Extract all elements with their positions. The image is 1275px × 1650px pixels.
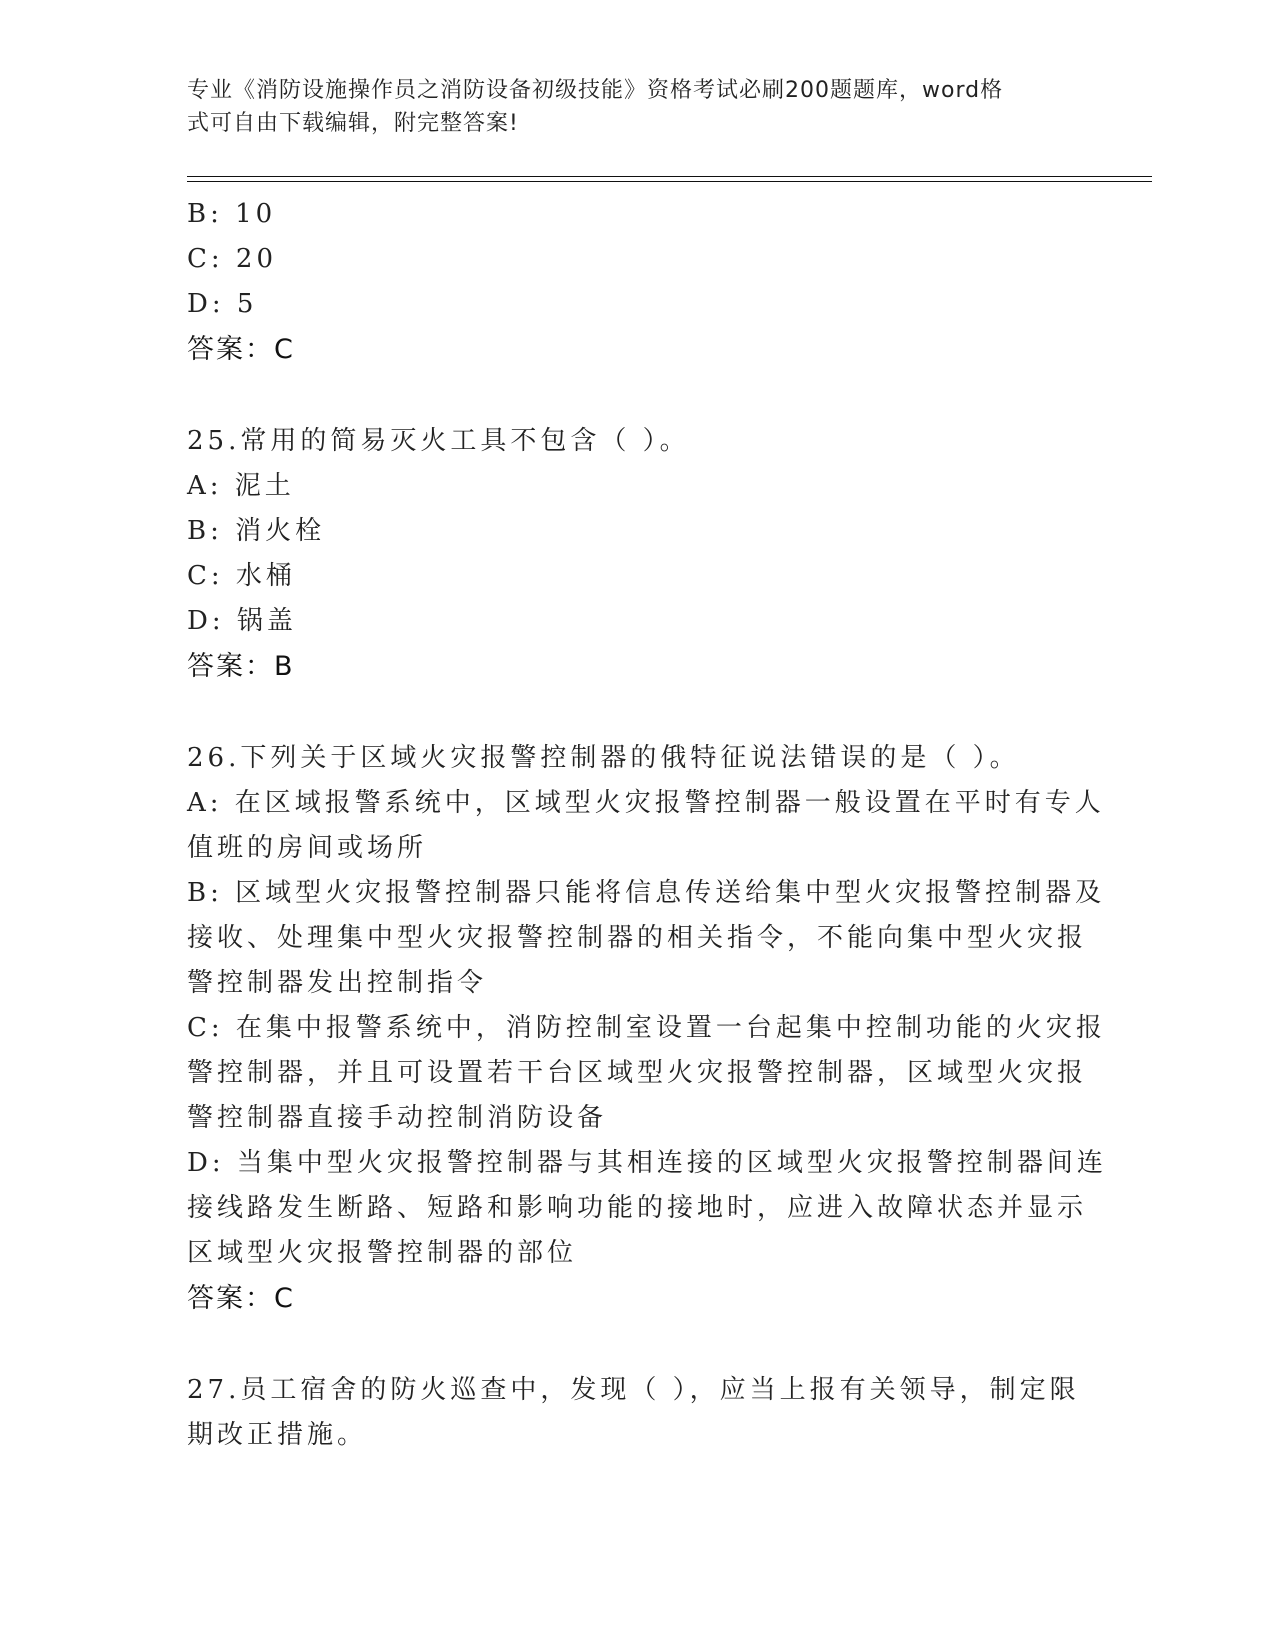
option-b-line-1: B: 区域型火灾报警控制器只能将信息传送给集中型火灾报警控制器及 xyxy=(187,878,1106,908)
header-line-1: 专业《消防设施操作员之消防设备初级技能》资格考试必刷200题题库，word格 xyxy=(187,78,1004,103)
question-text-line-1: 27.员工宿舍的防火巡查中，发现（ ），应当上报有关领导，制定限 xyxy=(187,1375,1080,1405)
option-c-line-2: 警控制器，并且可设置若干台区域型火灾报警控制器，区域型火灾报 xyxy=(187,1058,1088,1088)
option-d xyxy=(187,1141,1107,1276)
answer: 答案：C xyxy=(187,1283,295,1314)
header-line-2: 式可自由下载编辑，附完整答案! xyxy=(187,111,519,136)
option-b-line-2: 接收、处理集中型火灾报警控制器的相关指令，不能向集中型火灾报 xyxy=(187,923,1088,953)
header-rule-top xyxy=(187,176,1152,177)
option-d-line-2: 接线路发生断路、短路和影响功能的接地时，应进入故障状态并显示 xyxy=(187,1193,1088,1223)
question-27 xyxy=(187,1368,1087,1458)
header-rule-bottom xyxy=(187,181,1152,182)
option-c xyxy=(187,1006,1106,1141)
page-header xyxy=(187,74,1067,140)
option-a xyxy=(187,781,1105,871)
question-24 xyxy=(187,192,1087,372)
answer: 答案：C xyxy=(187,334,295,365)
question-26 xyxy=(187,736,1107,1321)
option-d-line-3: 区域型火灾报警控制器的部位 xyxy=(187,1238,578,1268)
option-a-line-2: 值班的房间或场所 xyxy=(187,833,428,863)
option-a: A: 泥土 xyxy=(187,471,295,501)
option-c-line-3: 警控制器直接手动控制消防设备 xyxy=(187,1103,608,1133)
option-b-line-3: 警控制器发出控制指令 xyxy=(187,968,488,998)
option-d: D: 锅盖 xyxy=(187,606,297,636)
question-text-line-2: 期改正措施。 xyxy=(187,1420,368,1450)
document-body xyxy=(187,192,1107,1458)
option-b: B: 消火栓 xyxy=(187,516,326,546)
answer: 答案：B xyxy=(187,651,295,682)
option-b xyxy=(187,871,1106,1006)
question-25 xyxy=(187,419,1087,689)
question-text: 26.下列关于区域火灾报警控制器的俄特征说法错误的是（ ）。 xyxy=(187,743,1020,773)
option-d: D: 5 xyxy=(187,289,258,319)
option-c: C: 水桶 xyxy=(187,561,296,591)
option-c: C: 20 xyxy=(187,244,278,274)
option-a-line-1: A: 在区域报警系统中，区域型火灾报警控制器一般设置在平时有专人 xyxy=(187,788,1105,818)
option-c-line-1: C: 在集中报警系统中，消防控制室设置一台起集中控制功能的火灾报 xyxy=(187,1013,1106,1043)
question-text: 25.常用的简易灭火工具不包含（ ）。 xyxy=(187,426,690,456)
option-d-line-1: D: 当集中型火灾报警控制器与其相连接的区域型火灾报警控制器间连 xyxy=(187,1148,1107,1178)
option-b: B: 10 xyxy=(187,199,277,229)
